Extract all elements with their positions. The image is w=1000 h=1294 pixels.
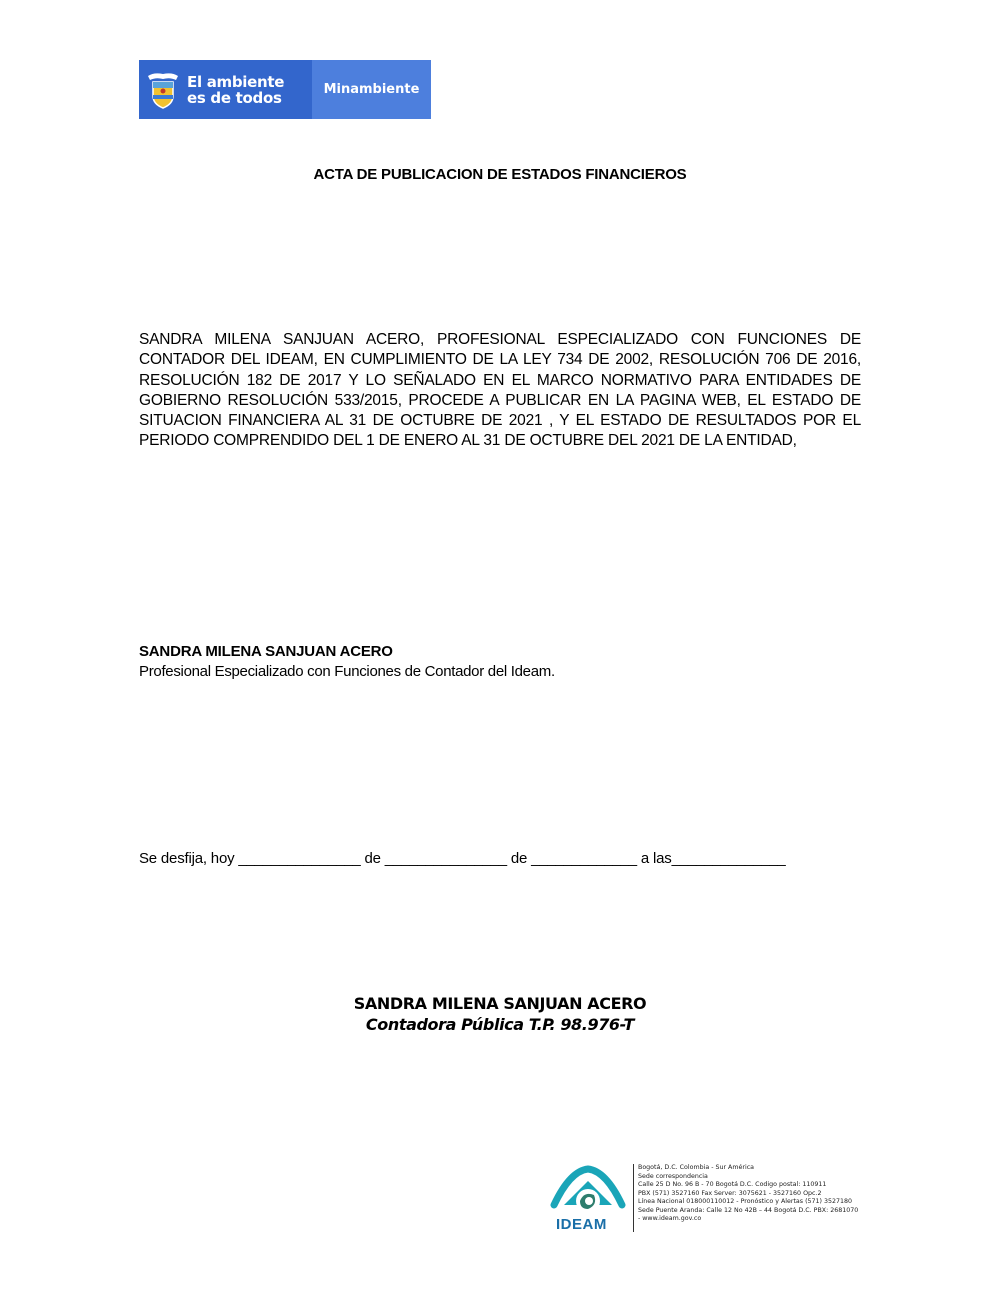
signature-name: SANDRA MILENA SANJUAN ACERO xyxy=(353,994,647,1013)
signature-role: Contadora Pública T.P. 98.976-T xyxy=(365,1015,635,1034)
signer-role: Profesional Especializado con Funciones de Contador del Ideam. xyxy=(139,663,555,680)
footer-contact-info xyxy=(638,1164,878,1224)
footer-line: Línea Nacional 018000110012 - Pronóstico y Alertas (571) 3527180 xyxy=(638,1198,853,1205)
signature-block xyxy=(0,993,1000,1035)
ideam-logo-label: IDEAM xyxy=(556,1216,607,1233)
footer-line: Calle 25 D No. 96 B - 70 Bogotá D.C. Codigo postal: 110911 xyxy=(638,1181,827,1188)
footer-line: Sede Puente Aranda: Calle 12 No 42B – 44 Bogotá D.C. PBX: 2681070 xyxy=(638,1206,859,1214)
slogan-line-1: El ambiente xyxy=(187,72,285,91)
document-body: SANDRA MILENA SANJUAN ACERO, PROFESIONAL ESPECIALIZADO CON FUNCIONES DE CONTADOR DEL IDEAM, EN CUMPLIMIENTO DE LA LEY 734 DE 2002, RESOLUCIÓN 706 DE 2016, RESOLUCIÓN 182 DE 2017 Y LO SEÑALADO EN EL MARCO NORMATIVO PARA ENTIDADES DE GOBIERNO RESOLUCIÓN 533/2015, PROCEDE A PUBLICAR EN LA PAGINA WEB, EL ESTADO DE SITUACION FINANCIERA AL 31 DE OCTUBRE DE 2021 , Y EL ESTADO DE RESULTADOS POR EL PERIODO COMPRENDIDO DEL 1 DE ENERO AL 31 DE OCTUBRE DEL 2021 DE LA ENTIDAD, xyxy=(139,331,861,450)
document-title: ACTA DE PUBLICACION DE ESTADOS FINANCIEROS xyxy=(313,166,687,183)
footer-line: Bogotá, D.C. Colombia - Sur América xyxy=(638,1164,755,1171)
footer-line: PBX (571) 3527160 Fax Server: 3075621 - 3527160 Opc.2 xyxy=(638,1189,822,1197)
slogan-line-2: es de todos xyxy=(187,88,282,107)
ministry-banner xyxy=(139,60,431,119)
footer-divider xyxy=(633,1164,634,1232)
ministry-label: Minambiente xyxy=(312,60,431,119)
slogan xyxy=(187,74,284,106)
desfija-line: Se desfija, hoy _______________ de _______________ de _____________ a las______________ xyxy=(139,850,786,867)
signer-name: SANDRA MILENA SANJUAN ACERO xyxy=(139,643,393,660)
footer-line: Sede correspondencia xyxy=(638,1172,708,1180)
footer-website[interactable]: - www.ideam.gov.co xyxy=(638,1215,702,1222)
coat-of-arms-icon xyxy=(139,60,187,119)
banner-main xyxy=(139,60,312,119)
